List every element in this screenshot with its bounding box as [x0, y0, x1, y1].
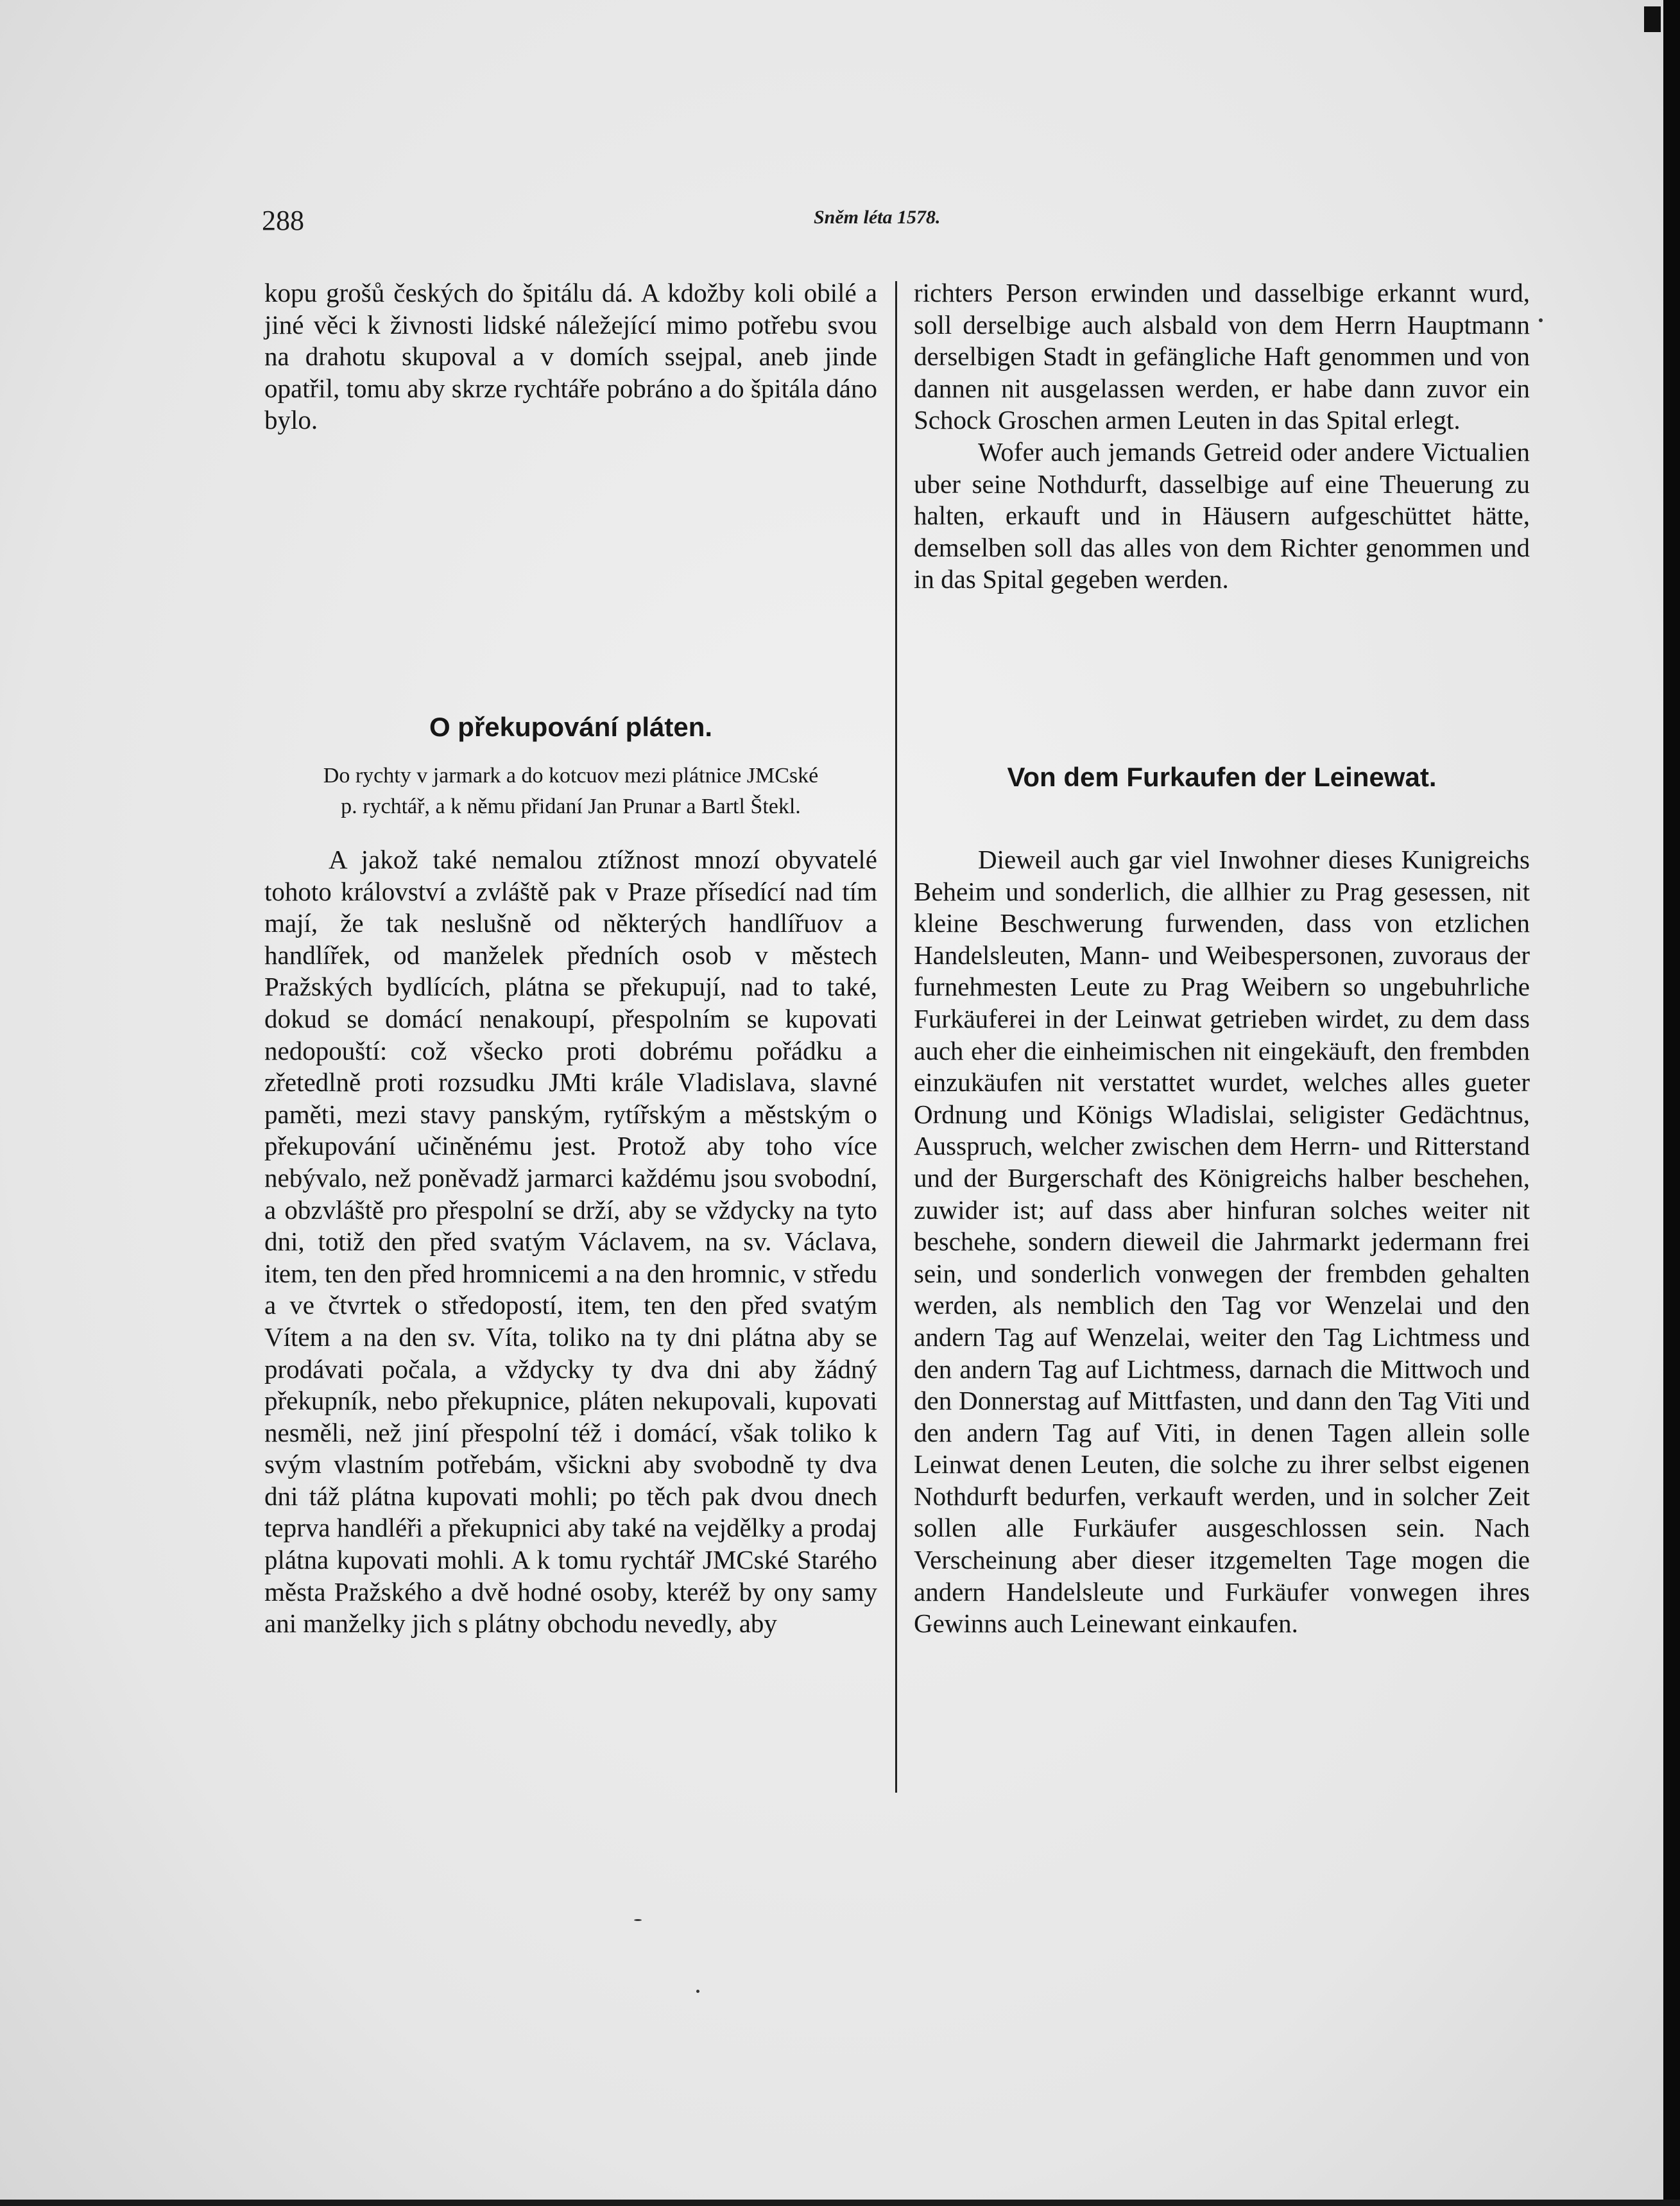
left-top-paragraph	[264, 277, 877, 436]
right-body-text: Dieweil auch gar viel Inwohner dieses Kunigreichs Beheim und sonderlich, die allhier zu Prag gesessen, nit kleine Beschwerung furwenden, dass von etzlichen Handelsleuten, Mann- und Weibespersonen, zuvoraus der furnehmesten Leute zu Prag Weibern so ungebuhrliche Furkäuferei in der Leinwat getrieben wirdet, zu dem dass auch eher die einheimischen nit eingekäuft, den frembden einzukäufen nit verstattet wurdet, welches alles gueter Ordnung und Königs Wladislai, seligister Gedächtnus, Ausspruch, welcher zwischen dem Herrn- und Ritterstand und der Burgerschaft des Königreichs halber beschehen, zuwider ist; auf dass aber hinfuran solches weiter nit beschehe, sondern dieweil die Jahrmarkt jedermann frei sein, und sonderlich vonwegen der frembden gehalten werden, als nemblich den Tag vor Wenzelai und den andern Tag auf Wenzelai, weiter den Tag Lichtmess und den andern Tag auf Lichtmess, darnach die Mittwoch und den Donnerstag auf Mittfasten, und dann den Tag Viti und den andern Tag auf Viti, in denen Tagen allein solle Leinwat denen Leuten, die solche zu ihrer selbst eigenen Nothdurft bedurfen, verkauft werden, und in solcher Zeit sollen alle Furkäufer ausgeschlossen sein. Nach Verscheinung aber dieser itzgemelten Tage mogen die andern Handelsleute und Furkäufer vonwegen ihres Gewinns auch Leinewant einkaufen.	[914, 845, 1530, 1639]
right-section-heading: Von dem Furkaufen der Leinewat.	[1007, 762, 1437, 792]
scan-corner-mark	[1644, 6, 1661, 32]
right-top-paragraphs	[914, 277, 1530, 596]
page-header	[262, 204, 1423, 243]
running-head: Sněm léta 1578.	[814, 207, 941, 228]
scan-edge-right	[1663, 0, 1680, 2206]
left-note-line-2: p. rychtář, a k němu přidaní Jan Prunar a Bartl Štekl.	[341, 795, 801, 818]
scan-speck	[634, 1919, 642, 1921]
left-top-text: kopu grošů českých do špitálu dá. A kdožby koli obilé a jiné věci k živnosti lidské náležející mimo potřebu svou na drahotu skupoval a v domích ssejpal, aneb jinde opatřil, tomu aby skrze rychtáře pobráno a do špitála dáno bylo.	[264, 278, 877, 435]
right-top-text: richters Person erwinden und dasselbige erkannt wurd, soll derselbige auch alsbald von dem Herrn Hauptmann derselbigen Stadt in gefängliche Haft genommen und von dannen nit ausgelassen werden, er habe dann zuvor ein Schock Groschen armen Leuten in das Spital erlegt.	[914, 278, 1530, 435]
left-body-text: A jakož také nemalou ztížnost mnozí obyvatelé tohoto království a zvláště pak v Praze přísedící nad tím mají, že tak neslušně od některých handlířuov a handlířek, od manželek předních osob v městech Pražských bydlících, plátna se překupují, nad to také, dokud se domácí nenakoupí, přespolním se kupovati nedopouští: což všecko proti dobrému pořádku a zřetedlně proti rozsudku JMti krále Vladislava, slavné paměti, mezi stavy panským, rytířským a městským o překupování učiněnému jest. Protož aby toho více nebývalo, než poněvadž jarmarci každému jsou svobodní, a obzvláště pro přespolní se drží, aby se vždycky na tyto dni, totiž den před svatým Václavem, na sv. Václava, item, ten den před hromnicemi a na den hromnic, v středu a ve čtvrtek o středopostí, item, ten den před svatým Vítem a na den sv. Víta, toliko na ty dni plátna aby se prodávati počala, a vždycky ty dva dni aby žádný překupník, nebo překupnice, pláten nekupovali, kupovati nesměli, než jiní přespolní též i domácí, však toliko k svým vlastním potřebám, všickni aby svobodně ty dva dni táž plátna kupovati mohli; po těch pak dvou dnech teprva handléři a překupnici aby také na vejdělky a prodaj plátna kupovati mohli. A k tomu rychtář JMCské Starého města Pražského a dvě hodné osoby, kteréž by ony samy ani manželky jich s plátny obchodu nevedly, aby	[264, 845, 877, 1639]
left-section-heading: O překupování pláten.	[429, 712, 713, 742]
left-section-note	[264, 761, 877, 822]
right-paragraph-2: Wofer auch jemands Getreid oder andere Victualien uber seine Nothdurft, dasselbige auf eine Theuerung zu halten, erkauft und in Häusern aufgeschüttet hätte, demselben soll das alles von dem Richter genommen und in das Spital gegeben werden.	[914, 436, 1530, 594]
column-divider	[895, 281, 897, 1793]
page-number: 288	[262, 205, 304, 236]
right-body-paragraph	[914, 844, 1530, 1640]
left-note-line-1: Do rychty v jarmark a do kotcuov mezi plátnice JMCské	[323, 764, 819, 788]
scan-edge-bottom	[0, 2200, 1680, 2206]
scan-speck	[696, 1990, 699, 1993]
left-body-paragraph	[264, 844, 877, 1640]
scan-speck	[1539, 318, 1543, 322]
